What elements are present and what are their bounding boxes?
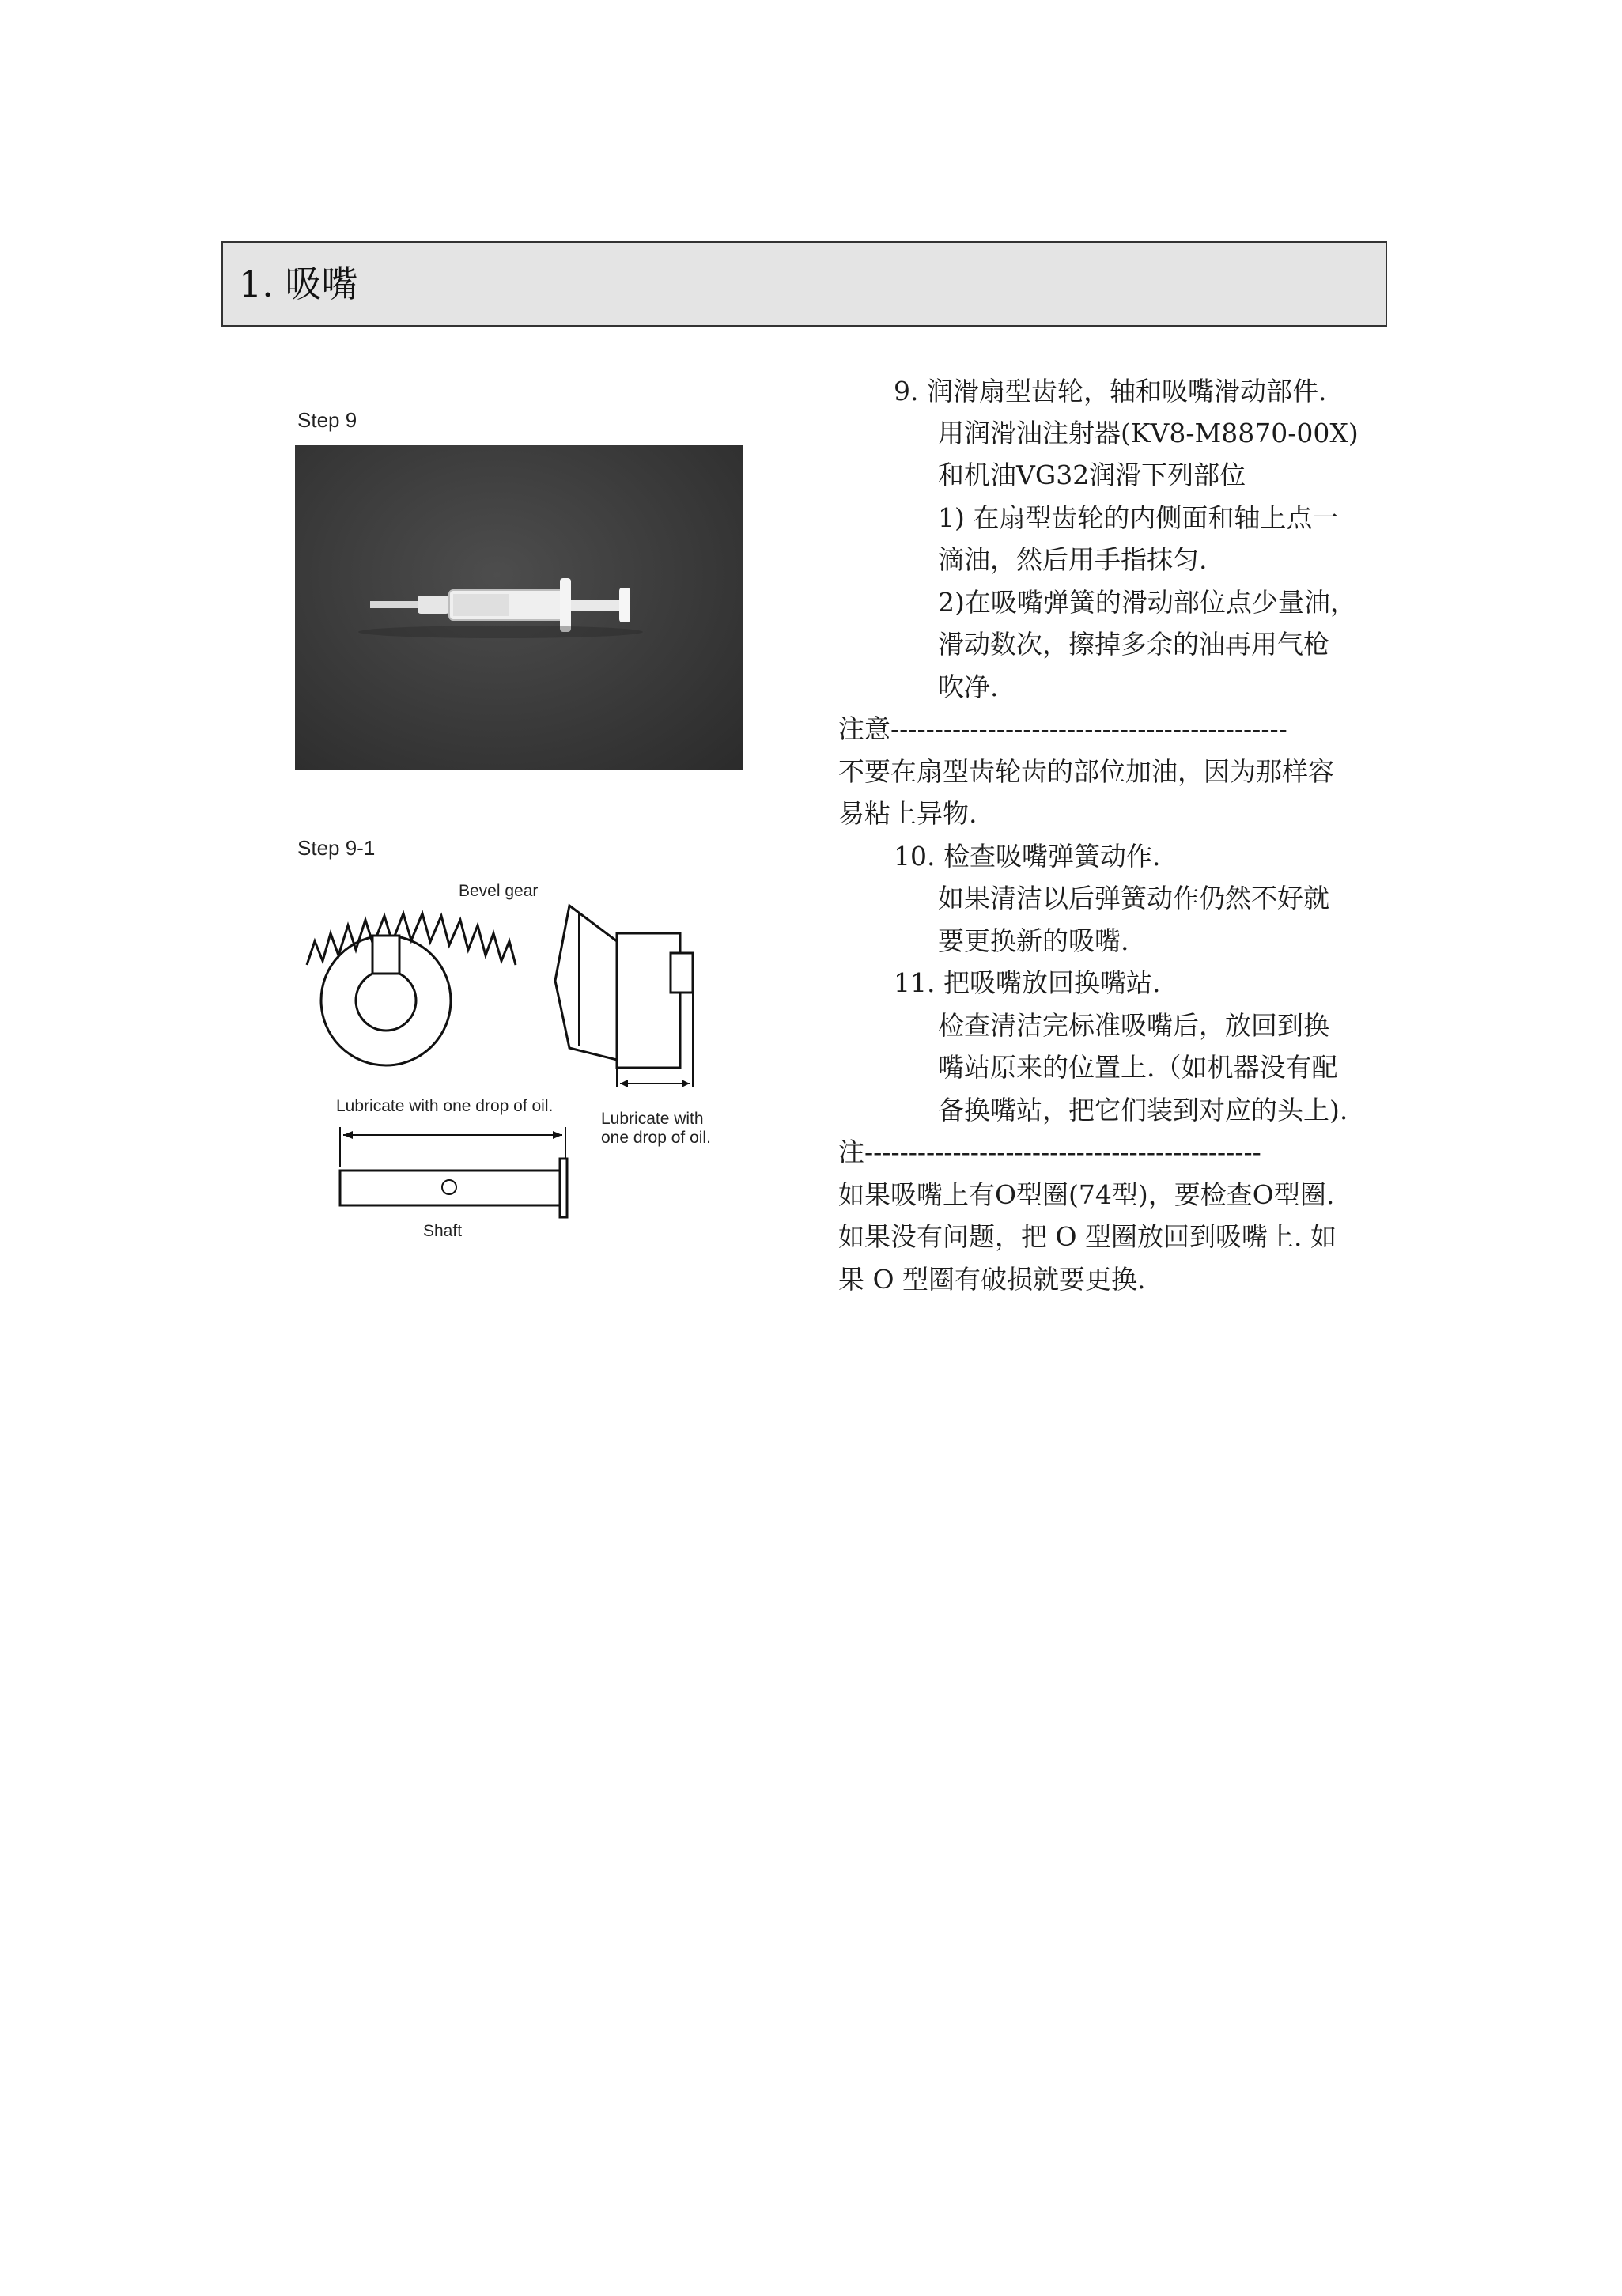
step10-line: 要更换新的吸嘴.	[938, 925, 1129, 956]
step9-line: 1) 在扇型齿轮的内侧面和轴上点一	[938, 502, 1339, 533]
shaft-dimension-line	[340, 1127, 565, 1167]
section-header	[221, 241, 1387, 327]
section-title: 1. 吸嘴	[239, 263, 358, 305]
lubricate-shaft-label: Lubricate with one drop of oil.	[336, 1097, 554, 1115]
step9-line: 2)在吸嘴弹簧的滑动部位点少量油，	[938, 587, 1356, 618]
step11-line: 备换嘴站，把它们装到对应的头上).	[938, 1095, 1348, 1125]
syringe-needle	[370, 601, 418, 608]
step9-line: 滴油，然后用手指抹匀.	[938, 544, 1208, 575]
syringe-image	[295, 445, 743, 770]
caution-line: 不要在扇型齿轮齿的部位加油，因为那样容	[838, 756, 1334, 787]
syringe-hub	[418, 596, 449, 614]
step9-line: 用润滑油注射器(KV8-M8870-00X)	[938, 418, 1359, 448]
lubricate-side-label-2: one drop of oil.	[601, 1129, 711, 1147]
shaft-label: Shaft	[423, 1222, 463, 1240]
step11-line: 检查清洁完标准吸嘴后，放回到换	[938, 1010, 1329, 1041]
step9-label: Step 9	[297, 408, 357, 432]
gear-front-view	[307, 913, 516, 1065]
lubricate-side-label-1: Lubricate with	[601, 1110, 704, 1128]
step9-1-label: Step 9-1	[297, 836, 376, 860]
gear-side-view	[555, 906, 693, 1087]
shaft-drawing	[340, 1159, 567, 1217]
note-line: 如果吸嘴上有O型圈(74型)，要检查O型圈.	[838, 1179, 1335, 1210]
syringe-plunger-head	[619, 588, 630, 622]
caution-label: 注意---------------------------------------------	[838, 713, 1287, 744]
step9-line: 和机油VG32润滑下列部位	[938, 460, 1246, 490]
syringe-photo	[295, 445, 743, 770]
note-line: 如果没有问题，把 O 型圈放回到吸嘴上. 如	[838, 1221, 1337, 1252]
note-label: 注---------------------------------------------	[838, 1137, 1261, 1167]
bevel-gear-diagram	[293, 866, 735, 1246]
step9-title: 9. 润滑扇型齿轮，轴和吸嘴滑动部件.	[894, 376, 1327, 407]
syringe-plunger	[571, 600, 622, 611]
step9-line: 吹净.	[938, 671, 999, 702]
bevel-gear-label: Bevel gear	[459, 882, 539, 900]
caution-line: 易粘上异物.	[838, 798, 977, 829]
note-line: 果 O 型圈有破损就要更换.	[838, 1264, 1146, 1295]
step10-title: 10. 检查吸嘴弹簧动作.	[894, 841, 1161, 872]
step11-title: 11. 把吸嘴放回换嘴站.	[894, 967, 1161, 998]
step11-line: 嘴站原来的位置上.（如机器没有配	[938, 1052, 1338, 1083]
step9-line: 滑动数次，擦掉多余的油再用气枪	[938, 629, 1329, 660]
syringe-flange	[560, 578, 571, 632]
step10-line: 如果清洁以后弹簧动作仍然不好就	[938, 883, 1329, 913]
